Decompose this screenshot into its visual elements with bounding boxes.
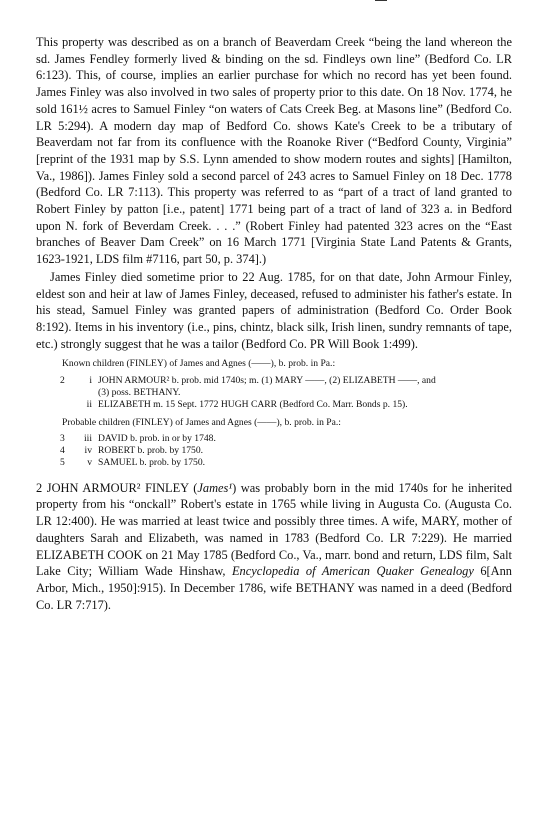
- item-roman: iv: [84, 445, 92, 457]
- item-text: ELIZABETH m. 15 Sept. 1772 HUGH CARR (Bedford Co. Marr. Bonds p. 15).: [98, 399, 408, 411]
- paragraph-1: This property was described as on a branch of Beaverdam Creek “being the land whereon the sd. James Fendley formerly lived & binding on the sd. Findleys own line” (Bedford Co. LR 6:123). This, of course, implies an earlier purchase for which no record has yet been found. James Finley was also involved in two sales of property prior to this date. On 18 Nov. 1774, he sold 161½ acres to Samuel Finley “on waters of Cats Creek Beg. at Masons line” (Bedford Co. LR 5:294). A modern day map of Bedford Co. shows Kate's Creek to be a tributary of Beaverdam not far from its confluence with the Roanoke River (“Bedford County, Virginia” [reprint of the 1931 map by S.S. Lynn amended to show modern routes and sights] [Hamilton, Va., 1986]). James Finley sold a second parcel of 243 acres to Samuel Finley on 18 Dec. 1778 (Bedford Co. LR 7:113). This property was referred to as “part of a tract of land granted to Robert Finley by patton [i.e., patent] 1771 being part of a tract of land of 323 a. in Bedford upon N. fork of Beverdam Creek. . . .” (Robert Finley had patented 323 acres on the “East branches of Beaver Dam Creek” on 16 March 1771 [Virginia State Land Patents & Grants, 1623-1921, LDS film #7116, part 50, p. 374].): [36, 35, 512, 267]
- item-text: SAMUEL b. prob. by 1750.: [98, 457, 206, 469]
- item-continuation: (3) poss. BETHANY.: [98, 386, 181, 398]
- item-text: DAVID b. prob. in or by 1748.: [98, 432, 216, 444]
- item-number: 3: [60, 432, 65, 444]
- item-roman: iii: [84, 432, 92, 444]
- john-armour-entry: [36, 480, 512, 614]
- entry-book-title: Encyclopedia of American Quaker Genealogy: [231, 564, 474, 579]
- entry-parent: James¹: [197, 480, 233, 495]
- item-number: 5: [60, 457, 65, 469]
- known-children-list: [36, 358, 512, 469]
- item-roman: v: [87, 457, 92, 469]
- list-item: [36, 433, 512, 445]
- item-roman: i: [89, 374, 92, 386]
- list-item: [36, 457, 512, 469]
- list-item: [36, 399, 512, 411]
- entry-text-a: ) was probably born in the mid 1740s for he inherited property from his “onckall” Robert's estate in 1765 while living in Augusta Co. (Augusta Co. LR 12:400). He was married at least twice and possibly three times. A wife, MARY, mother of daughters Sarah and Elizabeth, was named in 1783 (Bedford Co. LR 7:229). He married ELIZABETH COOK on 21 May 1785 (Bedford Co., Va., marr. bond and return, LDS film, Salt Lake City; William Wade Hinshaw,: [36, 480, 513, 579]
- entry-lead: 2 JOHN ARMOUR² FINLEY (: [36, 480, 198, 495]
- entry-text-b: 6[Ann Arbor, Mich., 1950]:915). In December 1786, wife BETHANY was named in a deed (Bedford Co. LR 7:717).: [36, 564, 512, 612]
- item-text: JOHN ARMOUR² b. prob. mid 1740s; m. (1) MARY ——, (2) ELIZABETH ——, and: [98, 374, 436, 386]
- item-number: [60, 399, 74, 411]
- item-roman: ii: [86, 399, 92, 411]
- list-item: [36, 445, 512, 457]
- document-body: [36, 34, 512, 613]
- known-children-heading: Known children (FINLEY) of James and Agnes (——), b. prob. in Pa.:: [62, 358, 336, 370]
- list-item: [36, 375, 512, 387]
- probable-children-heading: Probable children (FINLEY) of James and Agnes (——), b. prob. in Pa.:: [62, 416, 341, 428]
- item-text: ROBERT b. prob. by 1750.: [98, 445, 204, 457]
- paragraph-2: James Finley died sometime prior to 22 Aug. 1785, for on that date, John Armour Finley, eldest son and heir at law of James Finley, deceased, refused to administer his father's estate. In his stead, Samuel Finley was granted papers of administration (Bedford Co. Order Book 8:192). Items in his inventory (i.e., pins, chintz, black silk, Irish linen, sundry remnants of tape, etc.) strongly suggest that he was a tailor (Bedford Co. PR Will Book 1:499).: [36, 269, 512, 351]
- item-number: 2: [60, 374, 65, 386]
- scan-mark: [375, 0, 387, 5]
- item-number: 4: [60, 445, 65, 457]
